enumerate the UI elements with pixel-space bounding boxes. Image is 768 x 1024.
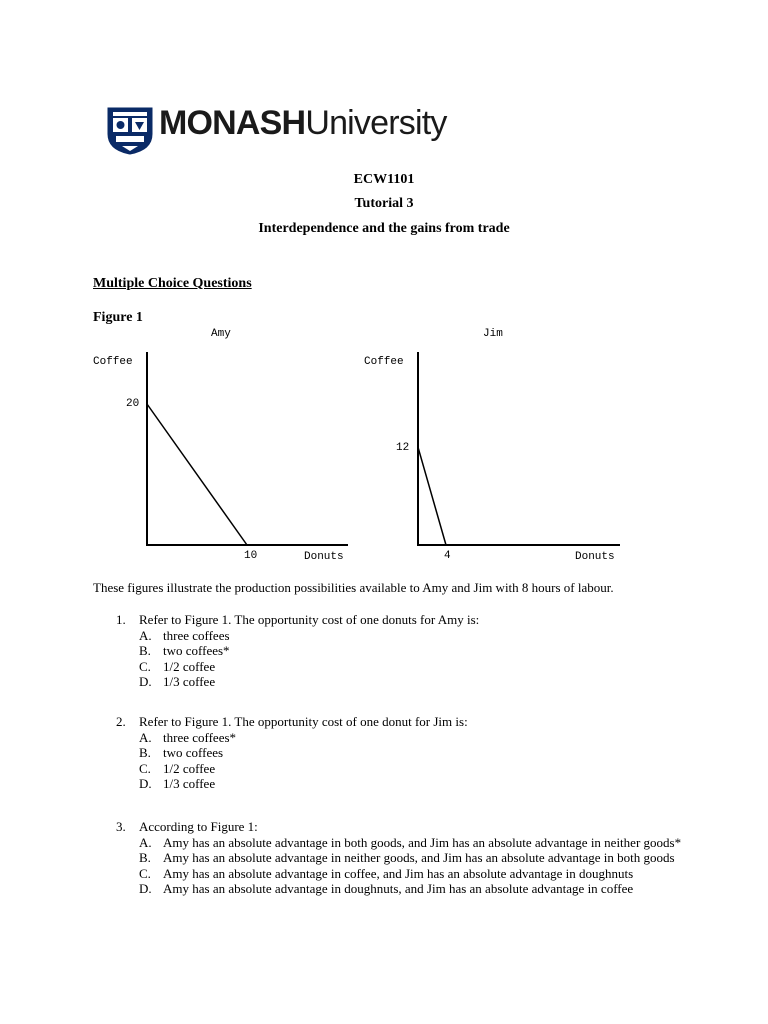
question-stem: According to Figure 1: bbox=[139, 819, 258, 834]
option-text: 1/2 coffee bbox=[163, 760, 216, 776]
option-letter: D. bbox=[139, 674, 152, 689]
option-text: three coffees* bbox=[163, 729, 237, 745]
logo-text-light: University bbox=[305, 104, 447, 142]
option-list bbox=[139, 835, 684, 897]
option-text: 1/3 coffee bbox=[163, 674, 216, 689]
option-text: Amy has an absolute advantage in doughnuts, and Jim has an absolute advantage in coffee bbox=[163, 881, 634, 896]
option-text: two coffees* bbox=[163, 643, 230, 658]
option-c bbox=[139, 659, 689, 675]
tutorial-number: Tutorial 3 bbox=[354, 196, 414, 211]
option-letter: B. bbox=[139, 745, 151, 760]
option-letter: B. bbox=[139, 643, 151, 658]
question-number: 1. bbox=[116, 612, 126, 627]
jim-y-tick-label: 12 bbox=[396, 442, 410, 454]
option-b bbox=[139, 643, 689, 659]
option-d bbox=[139, 881, 684, 897]
option-d bbox=[139, 674, 689, 690]
jim-chart-title: Jim bbox=[483, 328, 503, 340]
figure-caption: These figures illustrate the production possibilities available to Amy and Jim with 8 hours of labour. bbox=[93, 580, 614, 595]
tutorial-topic: Interdependence and the gains from trade bbox=[258, 221, 510, 236]
option-letter: C. bbox=[139, 760, 151, 776]
course-code: ECW1101 bbox=[353, 172, 415, 187]
option-c bbox=[139, 761, 689, 777]
jim-x-axis-label: Donuts bbox=[575, 551, 615, 563]
section-title: Multiple Choice Questions bbox=[93, 276, 252, 291]
option-d bbox=[139, 776, 689, 792]
option-letter: C. bbox=[139, 865, 151, 881]
option-text: Amy has an absolute advantage in coffee, and Jim has an absolute advantage in doughnuts bbox=[163, 865, 634, 881]
jim-y-axis-label: Coffee bbox=[364, 356, 404, 368]
option-text: three coffees bbox=[163, 627, 230, 643]
option-text: 1/2 coffee bbox=[163, 658, 216, 674]
option-letter: A. bbox=[139, 729, 152, 745]
amy-x-tick-label: 10 bbox=[244, 550, 258, 562]
jim-ppf-line bbox=[418, 447, 446, 545]
amy-x-axis-label: Donuts bbox=[304, 551, 344, 563]
option-a bbox=[139, 730, 689, 746]
option-text: Amy has an absolute advantage in neither goods, and Jim has an absolute advantage in both goods bbox=[163, 850, 675, 865]
option-a bbox=[139, 628, 689, 644]
option-letter: D. bbox=[139, 881, 152, 896]
option-text: Amy has an absolute advantage in both goods, and Jim has an absolute advantage in neither goods* bbox=[163, 834, 682, 850]
option-letter: D. bbox=[139, 776, 152, 791]
amy-chart-title: Amy bbox=[211, 328, 231, 340]
option-text: 1/3 coffee bbox=[163, 776, 216, 791]
option-letter: C. bbox=[139, 658, 151, 674]
question-stem: Refer to Figure 1. The opportunity cost of one donuts for Amy is: bbox=[139, 612, 480, 627]
amy-y-axis-label: Coffee bbox=[93, 356, 133, 368]
option-b bbox=[139, 850, 684, 866]
question-number: 2. bbox=[116, 714, 126, 729]
question-stem: Refer to Figure 1. The opportunity cost of one donut for Jim is: bbox=[139, 714, 468, 729]
option-letter: B. bbox=[139, 850, 151, 865]
option-letter: A. bbox=[139, 834, 152, 850]
option-a bbox=[139, 835, 684, 851]
question-number: 3. bbox=[116, 819, 126, 834]
option-list bbox=[139, 628, 689, 690]
option-text: two coffees bbox=[163, 745, 224, 760]
logo-text-bold: MONASH bbox=[159, 104, 306, 142]
option-list bbox=[139, 730, 689, 792]
option-b bbox=[139, 745, 689, 761]
option-c bbox=[139, 866, 684, 882]
figure-label: Figure 1 bbox=[93, 310, 143, 325]
amy-y-tick-label: 20 bbox=[126, 398, 140, 410]
option-letter: A. bbox=[139, 627, 152, 643]
jim-x-tick-label: 4 bbox=[444, 550, 451, 562]
